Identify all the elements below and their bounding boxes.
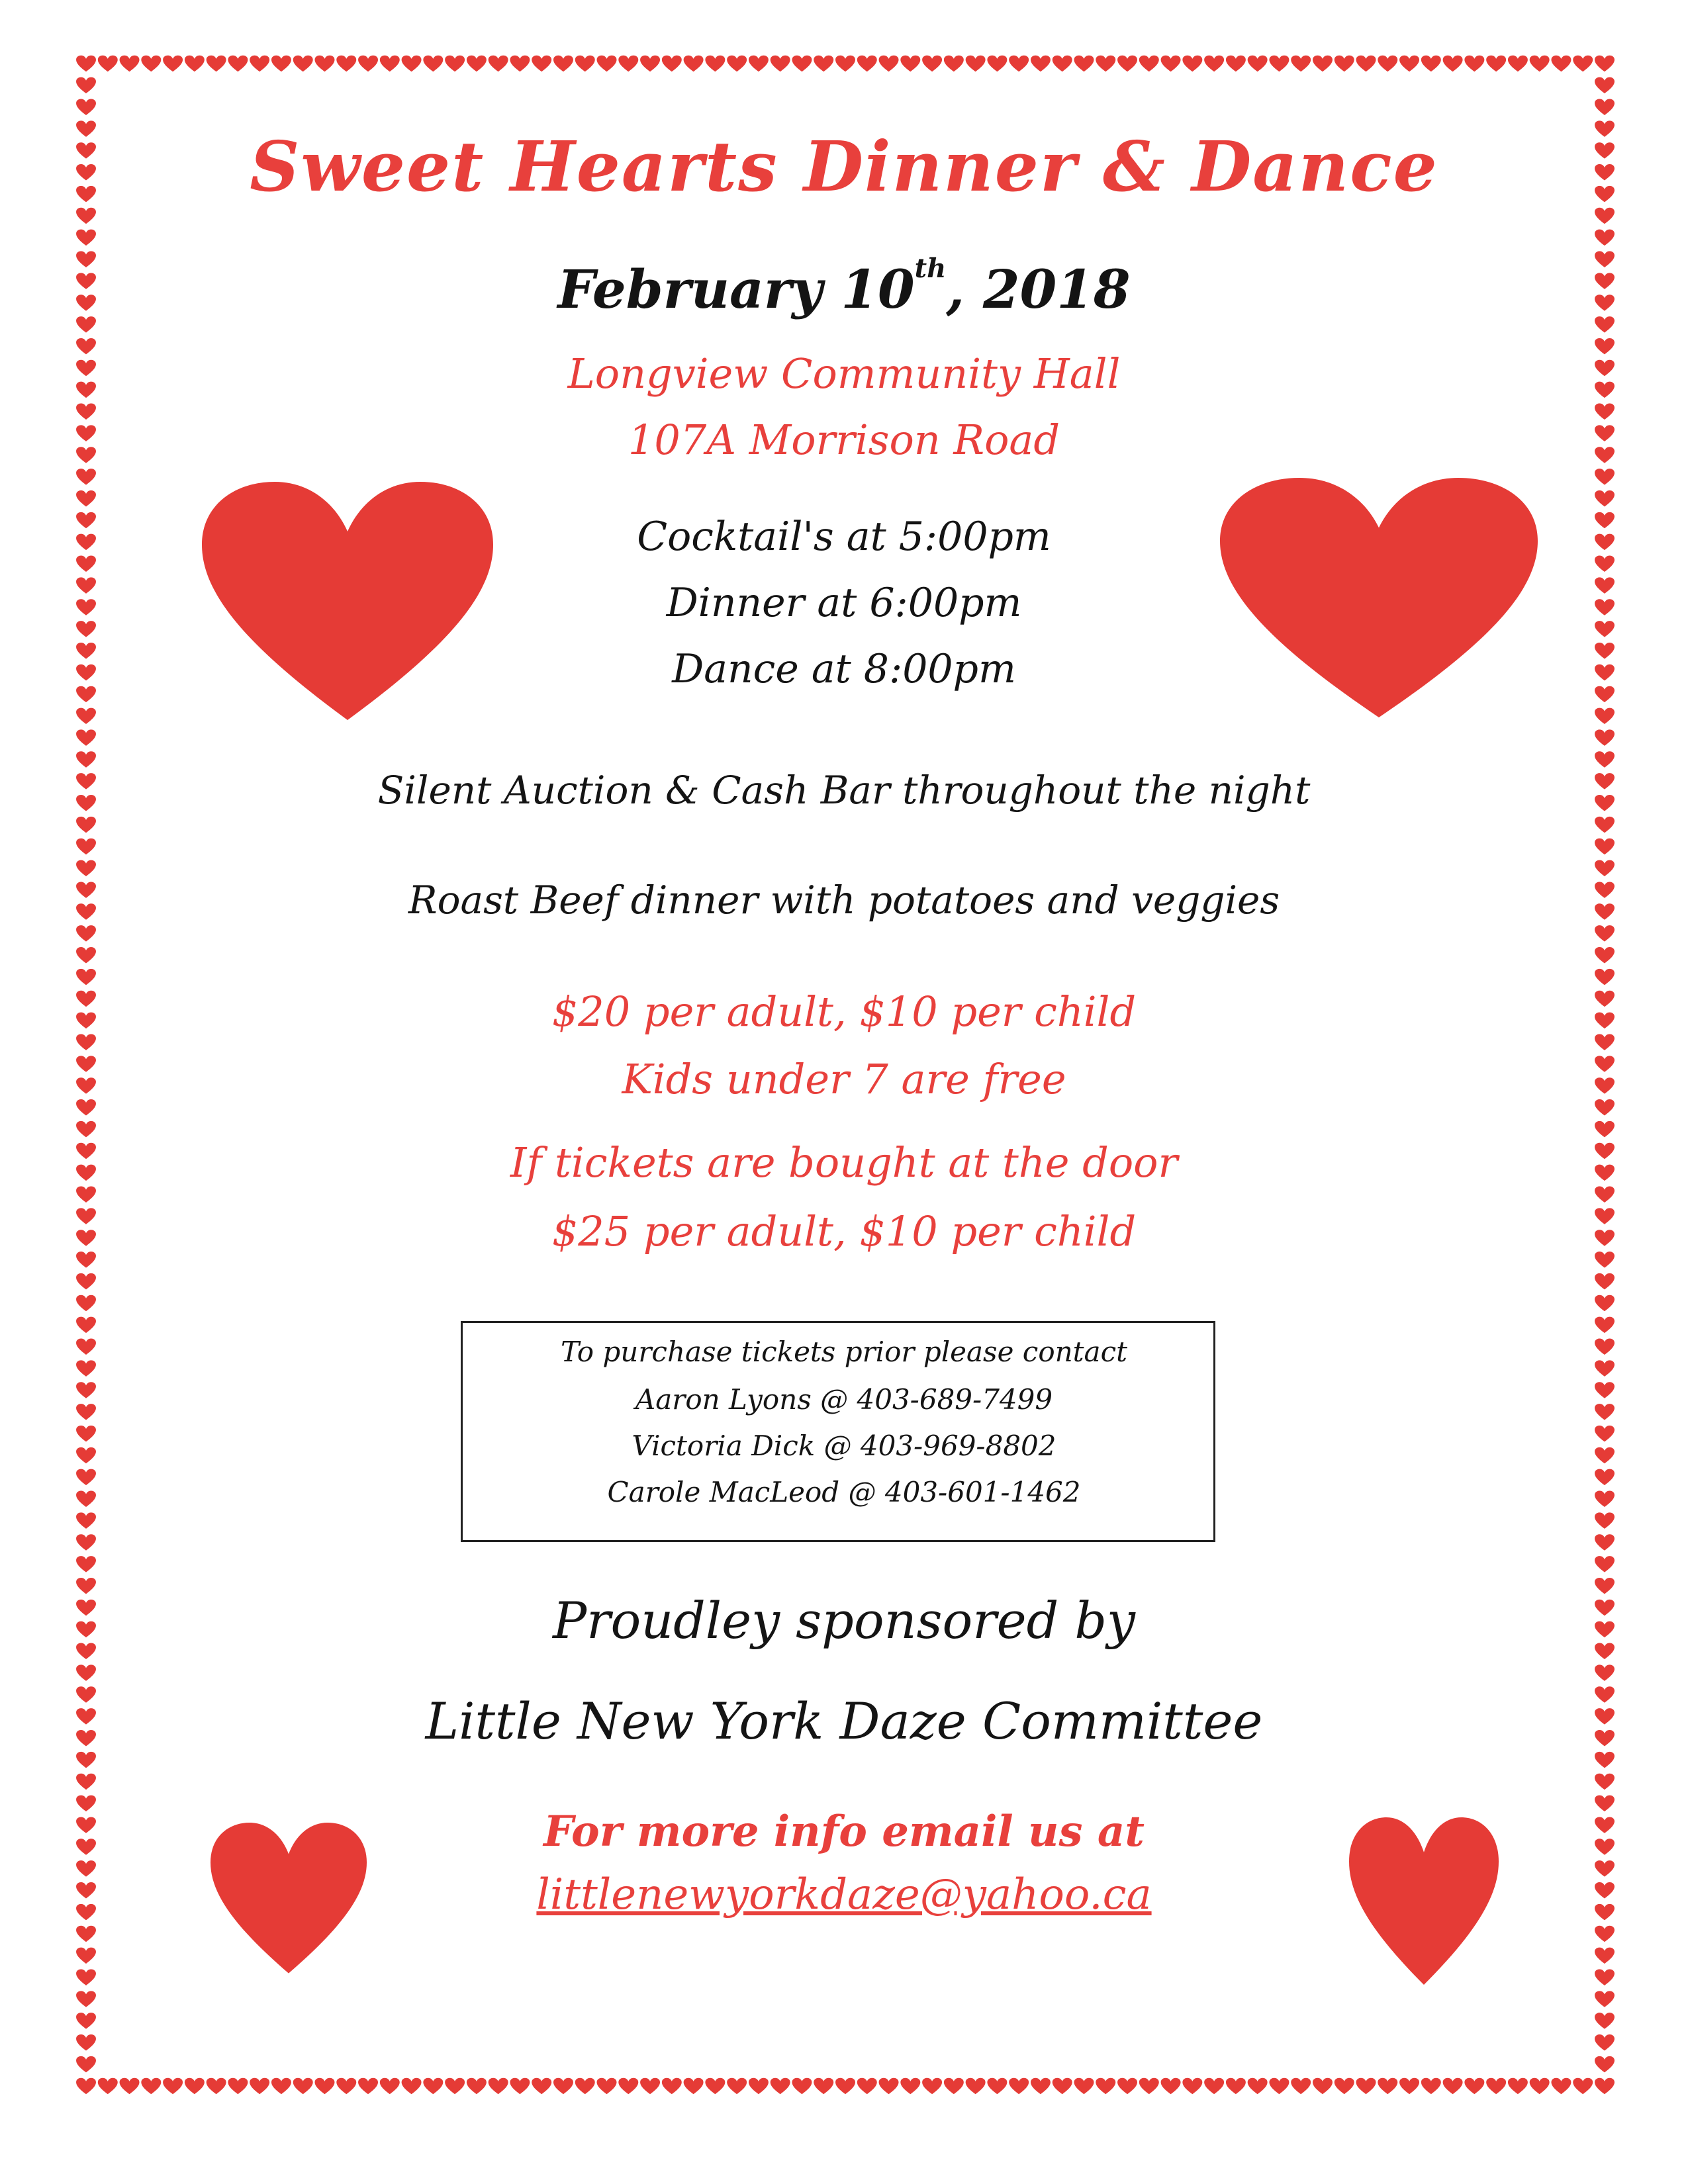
border-heart: [1291, 56, 1311, 71]
border-heart: [1595, 860, 1615, 876]
border-heart: [987, 2078, 1007, 2094]
border-heart: [1335, 2078, 1354, 2094]
border-heart: [76, 1556, 96, 1572]
border-heart: [76, 1034, 96, 1050]
border-heart: [76, 208, 96, 224]
border-heart: [1595, 1186, 1615, 1202]
border-heart: [1595, 751, 1615, 767]
border-heart: [1161, 56, 1181, 71]
border-heart: [315, 2078, 335, 2094]
border-heart: [141, 2078, 161, 2094]
border-heart: [1551, 56, 1571, 71]
border-heart: [76, 230, 96, 246]
border-heart: [1269, 56, 1289, 71]
border-heart: [1443, 56, 1463, 71]
border-heart: [1291, 2078, 1311, 2094]
border-heart: [1139, 2078, 1159, 2094]
border-heart: [445, 2078, 465, 2094]
border-heart: [1031, 2078, 1051, 2094]
border-heart: [597, 2078, 617, 2094]
border-heart: [1595, 1752, 1615, 1768]
border-heart: [98, 2078, 118, 2094]
border-heart: [1269, 2078, 1289, 2094]
border-heart: [1053, 2078, 1072, 2094]
border-heart: [380, 56, 400, 71]
border-heart: [76, 925, 96, 941]
border-heart: [1595, 925, 1615, 941]
border-heart: [1595, 947, 1615, 963]
border-heart: [76, 1969, 96, 1985]
border-heart: [814, 56, 833, 71]
border-heart: [423, 56, 443, 71]
border-heart: [1204, 2078, 1224, 2094]
contact-aaron: Aaron Lyons @ 403-689-7499: [635, 1383, 1053, 1416]
border-heart: [1421, 2078, 1441, 2094]
border-heart: [749, 2078, 769, 2094]
border-heart: [966, 2078, 986, 2094]
border-heart: [293, 56, 313, 71]
border-heart: [76, 1121, 96, 1137]
border-heart: [1096, 56, 1115, 71]
border-heart: [1486, 56, 1506, 71]
border-heart: [1009, 2078, 1029, 2094]
border-heart: [1248, 2078, 1268, 2094]
border-heart: [1182, 2078, 1202, 2094]
border-heart: [835, 56, 855, 71]
border-heart: [1356, 2078, 1376, 2094]
border-heart: [423, 2078, 443, 2094]
border-heart: [1595, 729, 1615, 745]
price-door-intro: If tickets are bought at the door: [510, 1138, 1178, 1187]
border-heart: [879, 56, 899, 71]
border-heart: [1595, 2034, 1615, 2050]
schedule-dance: Dance at 8:00pm: [672, 646, 1016, 692]
border-heart: [922, 2078, 942, 2094]
border-heart: [1595, 1774, 1615, 1790]
border-heart: [120, 56, 140, 71]
border-heart: [1595, 2056, 1615, 2072]
border-heart: [76, 860, 96, 876]
border-heart: [814, 2078, 833, 2094]
border-heart: [900, 2078, 920, 2094]
border-heart: [76, 839, 96, 854]
border-heart: [1356, 56, 1376, 71]
border-heart: [618, 2078, 638, 2094]
border-heart: [1464, 2078, 1484, 2094]
border-heart: [402, 2078, 422, 2094]
border-heart: [76, 729, 96, 745]
border-heart: [228, 2078, 248, 2094]
border-heart: [207, 56, 226, 71]
border-heart: [76, 1186, 96, 1202]
border-heart: [76, 1273, 96, 1289]
border-heart: [76, 751, 96, 767]
border-heart: [141, 56, 161, 71]
border-heart: [1074, 56, 1094, 71]
price-advance: $20 per adult, $10 per child: [551, 987, 1137, 1036]
border-heart: [163, 56, 183, 71]
border-heart: [835, 2078, 855, 2094]
sponsor-line: Proudley sponsored by: [552, 1591, 1135, 1650]
border-heart: [76, 1991, 96, 2007]
border-heart: [684, 56, 704, 71]
border-heart: [1182, 56, 1202, 71]
venue-address: 107A Morrison Road: [628, 416, 1060, 464]
border-heart: [336, 2078, 356, 2094]
border-heart: [1595, 77, 1615, 93]
border-heart: [1313, 2078, 1333, 2094]
border-heart: [1530, 56, 1550, 71]
border-heart: [1595, 1948, 1615, 1964]
border-heart: [771, 2078, 790, 2094]
border-heart: [966, 56, 986, 71]
border-heart: [1378, 2078, 1397, 2094]
border-heart: [1573, 2078, 1593, 2094]
border-heart: [1551, 2078, 1571, 2094]
border-heart: [76, 490, 96, 506]
schedule-cocktails: Cocktail's at 5:00pm: [637, 514, 1051, 560]
border-heart: [1595, 1969, 1615, 1985]
border-heart: [879, 2078, 899, 2094]
border-heart: [358, 56, 378, 71]
border-heart: [1053, 56, 1072, 71]
border-heart: [358, 2078, 378, 2094]
border-heart: [1117, 56, 1137, 71]
border-heart: [510, 2078, 530, 2094]
border-heart: [1595, 490, 1615, 506]
border-heart: [1508, 56, 1528, 71]
border-heart: [1595, 2013, 1615, 2028]
border-heart: [76, 947, 96, 963]
border-heart: [1204, 56, 1224, 71]
border-heart: [185, 2078, 205, 2094]
border-heart: [1595, 99, 1615, 114]
contact-heading: To purchase tickets prior please contact: [561, 1336, 1127, 1368]
border-heart: [1096, 2078, 1115, 2094]
border-heart: [1139, 56, 1159, 71]
border-heart: [1595, 56, 1615, 71]
border-heart: [207, 2078, 226, 2094]
venue-name: Longview Community Hall: [567, 349, 1121, 398]
border-heart: [1595, 1295, 1615, 1311]
border-heart: [250, 2078, 269, 2094]
event-date: [0, 253, 1688, 320]
border-heart: [120, 2078, 140, 2094]
border-heart: [575, 56, 595, 71]
border-heart: [922, 56, 942, 71]
contact-victoria: Victoria Dick @ 403-969-8802: [632, 1430, 1056, 1462]
border-heart: [944, 2078, 964, 2094]
border-heart: [727, 2078, 747, 2094]
border-heart: [705, 2078, 725, 2094]
border-heart: [662, 56, 682, 71]
border-heart: [76, 1752, 96, 1768]
border-heart: [467, 56, 487, 71]
price-kids: Kids under 7 are free: [622, 1055, 1066, 1103]
contact-carole: Carole MacLeod @ 403-601-1462: [607, 1476, 1081, 1508]
border-heart: [1595, 2078, 1615, 2094]
border-heart: [1595, 839, 1615, 854]
border-heart: [445, 56, 465, 71]
schedule-dinner: Dinner at 6:00pm: [666, 580, 1022, 626]
border-heart: [489, 2078, 508, 2094]
border-heart: [250, 56, 269, 71]
border-heart: [76, 77, 96, 93]
border-heart: [857, 56, 877, 71]
event-title: Sweet Hearts Dinner & Dance: [250, 126, 1438, 207]
border-heart: [76, 1926, 96, 1942]
border-heart: [271, 2078, 291, 2094]
border-heart: [640, 2078, 660, 2094]
border-heart: [532, 56, 551, 71]
border-heart: [76, 969, 96, 985]
border-heart: [1464, 56, 1484, 71]
border-heart: [76, 1664, 96, 1680]
border-heart: [575, 2078, 595, 2094]
border-heart: [315, 56, 335, 71]
border-heart: [944, 56, 964, 71]
border-heart: [684, 2078, 704, 2094]
border-heart: [792, 56, 812, 71]
border-heart: [900, 56, 920, 71]
border-heart: [618, 56, 638, 71]
border-heart: [553, 2078, 573, 2094]
border-heart: [1248, 56, 1268, 71]
border-heart: [1378, 56, 1397, 71]
border-heart: [1595, 1926, 1615, 1942]
border-heart: [1530, 2078, 1550, 2094]
date-year: , 2018: [946, 258, 1131, 320]
border-heart: [76, 1774, 96, 1790]
border-heart: [510, 56, 530, 71]
border-heart: [640, 56, 660, 71]
border-heart: [1595, 1512, 1615, 1528]
border-heart: [76, 99, 96, 114]
email-link[interactable]: littlenewyorkdaze@yahoo.ca: [536, 1870, 1152, 1919]
border-heart: [293, 2078, 313, 2094]
border-heart: [1226, 56, 1246, 71]
border-heart: [1595, 230, 1615, 246]
border-heart: [76, 817, 96, 833]
border-heart: [1595, 1273, 1615, 1289]
border-heart: [336, 56, 356, 71]
border-heart: [1595, 1534, 1615, 1550]
border-heart: [1595, 708, 1615, 724]
border-heart: [76, 2056, 96, 2072]
border-heart: [1335, 56, 1354, 71]
border-heart: [76, 469, 96, 484]
border-heart: [771, 56, 790, 71]
border-heart: [1573, 56, 1593, 71]
border-heart: [1031, 56, 1051, 71]
border-heart: [163, 2078, 183, 2094]
border-heart: [857, 2078, 877, 2094]
border-heart: [1313, 56, 1333, 71]
border-heart: [76, 1295, 96, 1311]
border-heart: [76, 2013, 96, 2028]
border-heart: [662, 2078, 682, 2094]
border-heart: [467, 2078, 487, 2094]
dinner-menu-text: Roast Beef dinner with potatoes and veggies: [408, 878, 1280, 923]
border-heart: [1595, 208, 1615, 224]
border-heart: [1508, 2078, 1528, 2094]
border-heart: [76, 708, 96, 724]
border-heart: [553, 56, 573, 71]
border-heart: [1226, 2078, 1246, 2094]
border-heart: [1595, 969, 1615, 985]
border-heart: [1486, 2078, 1506, 2094]
border-heart: [76, 1512, 96, 1528]
border-heart: [1161, 2078, 1181, 2094]
border-heart: [1421, 56, 1441, 71]
border-heart: [271, 56, 291, 71]
border-heart: [76, 1534, 96, 1550]
sponsor-name: Little New York Daze Committee: [425, 1692, 1263, 1751]
border-heart: [1399, 56, 1419, 71]
border-heart: [1595, 1664, 1615, 1680]
border-heart: [705, 56, 725, 71]
border-heart: [1074, 2078, 1094, 2094]
border-heart: [76, 1317, 96, 1333]
border-heart: [987, 56, 1007, 71]
date-month-day: February 10: [557, 258, 915, 320]
border-heart: [76, 56, 96, 71]
border-heart: [1009, 56, 1029, 71]
border-heart: [1117, 2078, 1137, 2094]
border-heart: [1399, 2078, 1419, 2094]
border-heart: [1595, 1034, 1615, 1050]
info-prompt: For more info email us at: [543, 1807, 1145, 1856]
border-heart: [1595, 1121, 1615, 1137]
border-heart: [749, 56, 769, 71]
border-heart: [76, 2078, 96, 2094]
border-heart: [1595, 469, 1615, 484]
border-heart: [1595, 1556, 1615, 1572]
border-heart: [532, 2078, 551, 2094]
border-heart: [76, 1948, 96, 1964]
border-heart: [1595, 817, 1615, 833]
border-heart: [489, 56, 508, 71]
border-heart: [1595, 1991, 1615, 2007]
border-heart: [228, 56, 248, 71]
auction-text: Silent Auction & Cash Bar throughout the night: [377, 768, 1311, 813]
border-heart: [402, 56, 422, 71]
price-door: $25 per adult, $10 per child: [551, 1207, 1137, 1255]
border-heart: [727, 56, 747, 71]
border-heart: [98, 56, 118, 71]
border-heart: [380, 2078, 400, 2094]
border-heart: [792, 2078, 812, 2094]
border-heart: [185, 56, 205, 71]
date-suffix: th: [914, 253, 947, 284]
border-heart: [1595, 1317, 1615, 1333]
border-heart: [76, 2034, 96, 2050]
border-heart: [1443, 2078, 1463, 2094]
border-heart: [597, 56, 617, 71]
